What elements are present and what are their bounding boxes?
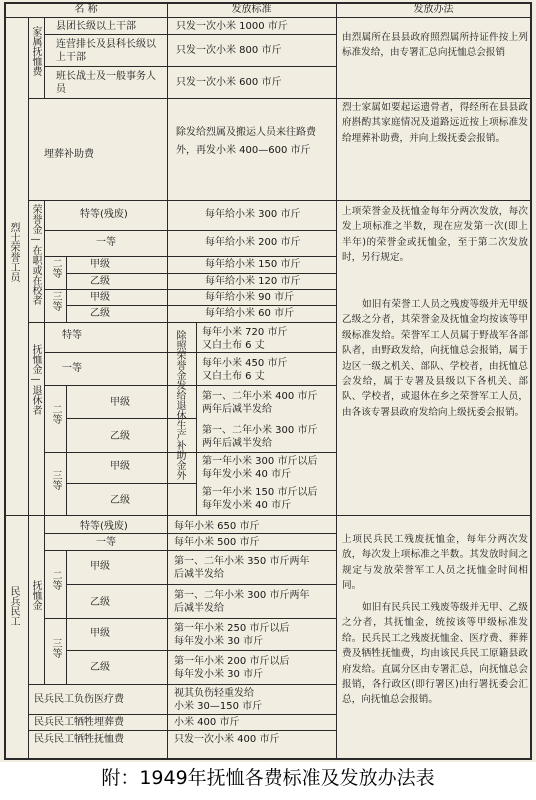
divider: [66, 483, 196, 484]
pension-p2a-line2: 两年后减半发给: [202, 404, 272, 415]
header-standard: 发放标准: [231, 4, 272, 15]
burial-method: 烈士家属如要起运遗骨者，得经所在县县政府斟酌其家庭情况及道路远近按上项标准发给埋葬补助费，并向上级抚委会报销。: [342, 102, 528, 144]
pension-third-label: 三等: [50, 470, 61, 490]
divider: [44, 256, 336, 257]
divider: [44, 200, 45, 515]
divider: [4, 17, 532, 18]
honor-grade-b: 乙级: [90, 308, 110, 319]
militia-m3b-line1: 第一年小米 200 市斤以后: [174, 656, 290, 667]
divider: [28, 684, 336, 685]
militia-third-label: 三等: [50, 638, 61, 658]
header-name: 名 称: [74, 4, 98, 15]
divider: [44, 230, 336, 231]
divider: [44, 18, 45, 98]
militia-m3a-line2: 每年发小米 30 市斤: [174, 636, 264, 647]
divider: [44, 289, 336, 290]
pension-special-name: 特等: [62, 330, 82, 341]
soldiers-method-p2: 如旧有荣誉工人员之残废等级并无甲级乙级之分者，其荣誉金及抚恤金均按该等甲级标准发给。荣誉军工人员属于野战军各部队者，由野政发给，向抚恤总会报销，属于边区一级之机关、部队、学校者，由抚恤总会发给，属于专署及县级以下各机关、部队、学校者，或退休在乡之荣誉军工人员，由各该专署县政府发给向上级抚委会报销。: [342, 299, 528, 418]
militia-grade-b: 乙级: [90, 662, 110, 673]
divider: [28, 18, 29, 758]
militia-burial-standard: 小米 400 市斤: [174, 717, 240, 728]
militia-grade-a: 甲级: [90, 561, 110, 572]
honor-grade-b: 乙级: [90, 276, 110, 287]
divider: [4, 515, 532, 516]
divider: [66, 305, 336, 306]
divider: [44, 385, 336, 386]
divider: [336, 2, 337, 758]
divider: [44, 452, 336, 453]
honor-s2b: 每年给小米 120 市斤: [205, 276, 301, 287]
honor-s3b: 每年给小米 60 市斤: [205, 308, 295, 319]
pension-p3a-line1: 第一年小米 300 市斤以后: [202, 456, 318, 467]
militia-m2b-line2: 后减半发给: [174, 603, 224, 614]
pension-special-line1: 每年小米 720 市斤: [202, 327, 288, 338]
militia-medical-line2: 小米 30—150 市斤: [174, 701, 263, 712]
pension-p2b-line1: 第一、二年小米 300 市斤: [202, 425, 318, 436]
pension-first-line2: 又白土布 6 丈: [202, 371, 265, 382]
militia-medical-name: 民兵民工负伤医疗费: [34, 694, 124, 705]
militia-special-standard: 每年小米 650 市斤: [174, 521, 260, 532]
militia-m2a-line2: 后减半发给: [174, 569, 224, 580]
militia-family-standard: 只发一次小米 400 市斤: [174, 734, 280, 745]
pension-grade-a: 甲级: [110, 461, 130, 472]
divider: [66, 273, 336, 274]
divider: [44, 66, 336, 67]
soldiers-method-p1: 上项荣誉金及抚恤金每年分两次发放，每次发上项标准之半数，现在应发第一次(即上半年)的荣誉金或抚恤金，至于第二次发放时，另行规定。: [342, 206, 528, 264]
pension-first-name: 一等: [62, 363, 82, 374]
divider: [28, 714, 336, 715]
divider: [66, 385, 67, 515]
militia-burial-name: 民兵民工牺牲埋葬费: [34, 717, 124, 728]
divider: [44, 533, 336, 534]
militia-method-p2: 如旧有民兵民工残废等级并无甲、乙级之分者，其抚恤金，统按该等甲级标准发给。民兵民工之残废抚恤金、医疗费、葬葬费及牺牲抚恤费，均由该民兵民工原籍县政府发给。直属分区由专署汇总，向抚恤总会报销，各行政区(即行署区)由行署抚委会汇总，向抚恤总会报销。: [342, 602, 528, 706]
divider: [28, 322, 336, 323]
divider: [28, 200, 532, 201]
militia-group-label: 民兵民工: [8, 586, 19, 626]
militia-pension-label: 抚恤金: [30, 580, 41, 610]
honor-first-name: 一等: [96, 237, 116, 248]
militia-method-p1: 上项民兵民工残废抚恤金，每年分两次发放，每次发上项标准之半数。其发放时间之规定与发放荣誉军工人员之抚恤金时间相同。: [342, 534, 528, 592]
pension-second-label: 二等: [50, 404, 61, 424]
honor-special-name: 特等(残废): [80, 209, 128, 220]
pension-grade-a: 甲级: [110, 397, 130, 408]
divider: [44, 618, 336, 619]
page-caption: 附：1949年抚恤各费标准及发放办法表: [101, 767, 435, 789]
militia-m3a-line1: 第一年小米 250 市斤以后: [174, 623, 290, 634]
pension-p2b-line2: 两年后减半发给: [202, 438, 272, 449]
family-group-label: 家属抚恤费: [30, 26, 41, 76]
pension-p3b-line1: 第一年小米 150 市斤以后: [202, 487, 318, 498]
pension-p3b-line2: 每年发小米 40 市斤: [202, 500, 292, 511]
divider: [44, 34, 336, 35]
pension-p2a-line1: 第一、二年小米 400 市斤: [202, 391, 318, 402]
pension-grade-b: 乙级: [110, 431, 130, 442]
burial-name: 埋葬补助费: [44, 149, 94, 160]
divider: [66, 650, 336, 651]
divider: [66, 550, 67, 684]
honor-label: 荣誉金—在职或在校者: [30, 204, 41, 305]
honor-first-standard: 每年给小米 200 市斤: [205, 237, 301, 248]
divider: [167, 2, 168, 758]
burial-standard: 除发给烈属及搬运人员来往路费外，再发小米 400—600 市斤: [176, 127, 316, 156]
soldiers-group-label: 烈士荣誉工员: [8, 222, 19, 282]
family-item-standard: 只发一次小米 1000 市斤: [176, 21, 288, 32]
militia-medical-line1: 视其负伤轻重发给: [174, 688, 254, 699]
honor-grade-a: 甲级: [90, 292, 110, 303]
pension-label: 抚恤金—退休者: [30, 344, 41, 415]
pension-side-note: 除照荣誉金发给退休生产补助金外: [174, 330, 185, 480]
family-item-standard: 只发一次小米 800 市斤: [176, 45, 282, 56]
militia-family-name: 民兵民工牺牲抚恤费: [34, 734, 124, 745]
pension-special-line2: 又白土布 6 丈: [202, 340, 265, 351]
pension-grade-b: 乙级: [110, 495, 130, 506]
divider: [66, 584, 336, 585]
divider: [44, 352, 336, 353]
honor-grade-a: 甲级: [90, 259, 110, 270]
militia-first-name: 一等: [96, 537, 116, 548]
family-item-standard: 只发一次小米 600 市斤: [176, 77, 282, 88]
militia-grade-b: 乙级: [90, 597, 110, 608]
honor-second-label: 二等: [50, 258, 61, 278]
divider: [44, 515, 45, 684]
family-item-name: 班长战士及一般事务人员: [56, 71, 156, 95]
divider: [66, 418, 196, 419]
family-item-name: 连营排长及县科长级以上干部: [56, 39, 156, 63]
family-item-name: 县团长级以上干部: [56, 21, 136, 32]
honor-third-label: 三等: [50, 291, 61, 311]
militia-grade-a: 甲级: [90, 628, 110, 639]
militia-second-label: 二等: [50, 570, 61, 590]
militia-special-name: 特等(残废): [80, 521, 128, 532]
divider: [28, 730, 336, 731]
militia-m3b-line2: 每年发小米 30 市斤: [174, 669, 264, 680]
militia-first-standard: 每年小米 500 市斤: [174, 537, 260, 548]
family-method: 由烈属所在县县政府照烈属所持证件按上列标准发给，由专署汇总向抚恤总会报销: [342, 32, 528, 59]
honor-s2a: 每年给小米 150 市斤: [205, 259, 301, 270]
header-method: 发放办法: [413, 4, 454, 15]
pension-first-line1: 每年小米 450 市斤: [202, 358, 288, 369]
militia-m2b-line1: 第一、二年小米 300 市斤两年: [174, 590, 310, 601]
militia-m2a-line1: 第一、二年小米 350 市斤两年: [174, 556, 310, 567]
honor-s3a: 每年给小米 90 市斤: [205, 292, 295, 303]
divider: [28, 98, 532, 99]
divider: [44, 550, 336, 551]
pension-p3a-line2: 每年发小米 40 市斤: [202, 469, 292, 480]
honor-special-standard: 每年给小米 300 市斤: [205, 209, 301, 220]
divider: [196, 322, 197, 515]
